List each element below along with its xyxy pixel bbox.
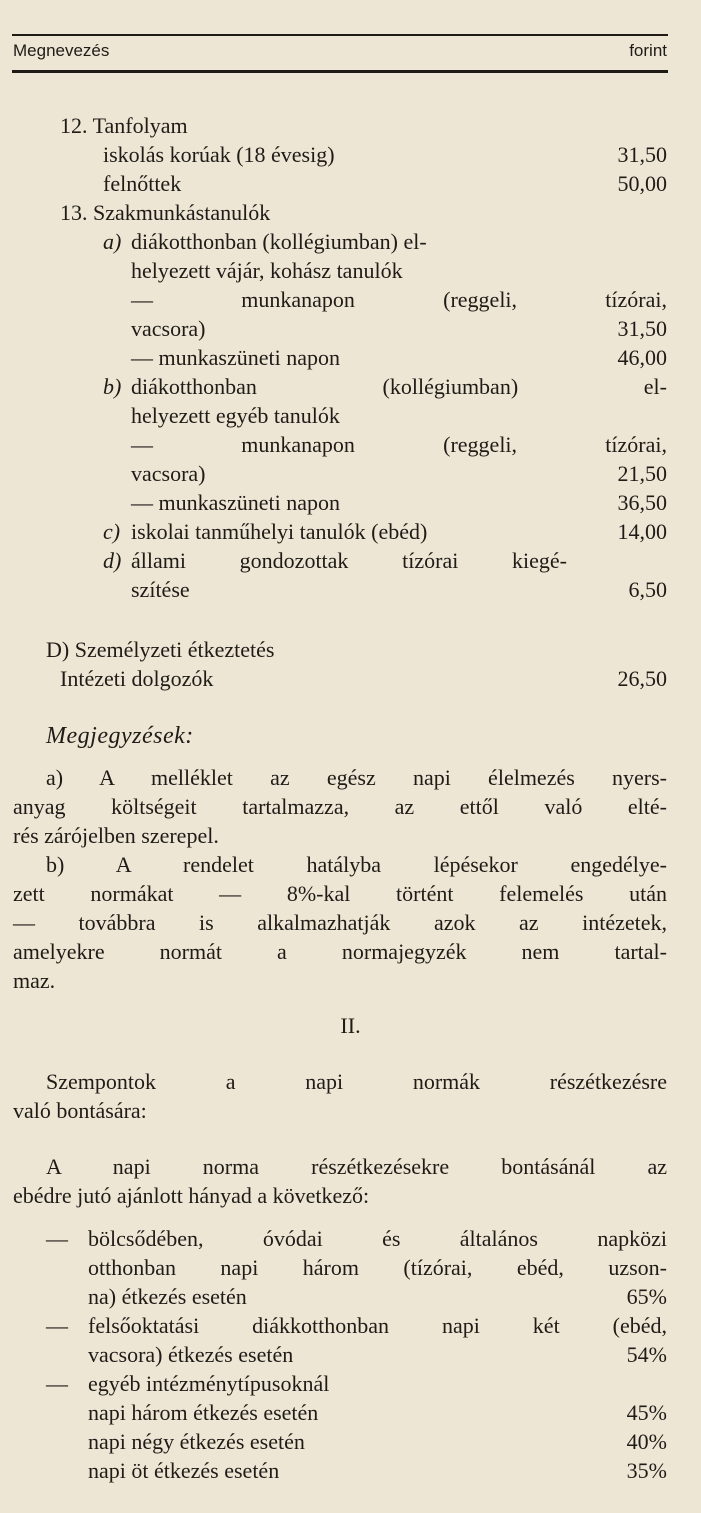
item-13b-marker: b): [103, 374, 122, 399]
bullet-2-line: felsőoktatási diákkotthonban napi két (ebéd,: [88, 1313, 667, 1338]
item-13d-value: 6,50: [628, 577, 667, 602]
item-13a-row2-label: — munkaszüneti napon: [131, 345, 340, 370]
note-b-line: b) A rendelet hatályba lépésekor engedélye-: [46, 852, 667, 877]
bullet-2-line: vacsora) étkezés esetén: [88, 1342, 294, 1367]
bullet-3-row-value: 35%: [626, 1458, 667, 1483]
item-13a-row1-label-cont: vacsora): [131, 316, 206, 341]
item-13-title: 13. Szakmunkástanulók: [60, 200, 271, 225]
bullet-1-line: otthonban napi három (tízórai, ebéd, uzson-: [88, 1255, 667, 1280]
bullet-1-line: bölcsődében, óvódai és általános napközi: [88, 1226, 667, 1251]
item-13b-row1-value: 21,50: [617, 461, 667, 486]
item-13b-line: diákotthonban (kollégiumban) el-: [131, 374, 667, 399]
bullet-3-dash: —: [46, 1371, 68, 1396]
item-12-row-value: 31,50: [617, 142, 667, 167]
item-13b-line: helyezett egyéb tanulók: [131, 403, 340, 428]
bullet-2-value: 54%: [626, 1342, 667, 1367]
notes-heading: Megjegyzések:: [46, 723, 194, 749]
item-13b-row2-label: — munkaszüneti napon: [131, 490, 340, 515]
item-12-row-label: iskolás korúak (18 évesig): [103, 142, 335, 167]
item-13a-row1-value: 31,50: [617, 316, 667, 341]
item-13c-marker: c): [103, 519, 121, 544]
section-2-intro-line: ebédre jutó ajánlott hányad a következő:: [13, 1183, 370, 1208]
note-b-line: maz.: [13, 968, 56, 993]
bullet-3-row-value: 40%: [626, 1429, 667, 1454]
column-header-name: Megnevezés: [13, 41, 110, 60]
item-12-row-value: 50,00: [617, 171, 667, 196]
note-a-line: anyag költségeit tartalmazza, az ettől való elté-: [13, 794, 667, 819]
bullet-3-row-label: napi négy étkezés esetén: [88, 1429, 305, 1454]
section-2-roman: II.: [340, 1013, 361, 1038]
section-2-title-line: való bontására:: [13, 1098, 147, 1123]
note-a-line: a) A melléklet az egész napi élelmezés nyers-: [46, 765, 667, 790]
item-12-title: 12. Tanfolyam: [60, 113, 188, 138]
note-b-line: — továbbra is alkalmazhatják azok az intézetek,: [13, 910, 667, 935]
item-13b-row1-label-cont: vacsora): [131, 461, 206, 486]
note-b-line: amelyekre normát a normajegyzék nem tartal-: [13, 939, 667, 964]
item-13d-marker: d): [103, 548, 122, 573]
note-a-line: rés zárójelben szerepel.: [13, 823, 219, 848]
bullet-3-row-value: 45%: [626, 1400, 667, 1425]
bullet-1-value: 65%: [626, 1284, 667, 1309]
item-13a-line-text: diákotthonban (kollégiumban) el-: [131, 229, 427, 254]
item-13a-row1-label: — munkanapon (reggeli, tízórai,: [131, 287, 667, 312]
section-2-title-line: Szempontok a napi normák részétkezésre: [46, 1069, 667, 1094]
bullet-1-dash: —: [46, 1226, 68, 1251]
item-13d-line: szítése: [131, 577, 190, 602]
section-d-row-label: Intézeti dolgozók: [60, 666, 214, 691]
bullet-3-row-label: napi öt étkezés esetén: [88, 1458, 280, 1483]
bullet-3-row-label: napi három étkezés esetén: [88, 1400, 319, 1425]
note-b-line: zett normákat — 8%-kal történt felemelés után: [13, 881, 667, 906]
item-13b-row1-label: — munkanapon (reggeli, tízórai,: [131, 432, 667, 457]
item-13a-marker: a): [103, 229, 122, 254]
bullet-3-line: egyéb intézménytípusoknál: [88, 1371, 330, 1396]
item-13b-row2-value: 36,50: [617, 490, 667, 515]
item-13a-line: helyezett vájár, kohász tanulók: [131, 258, 403, 283]
column-header-forint: forint: [629, 41, 667, 60]
item-13d-line: állami gondozottak tízórai kiegé-: [131, 548, 567, 573]
item-13a-row2-value: 46,00: [617, 345, 667, 370]
section-d-row-value: 26,50: [617, 666, 667, 691]
bullet-2-dash: —: [46, 1313, 68, 1338]
header-top-rule: [12, 34, 668, 36]
section-2-intro-line: A napi norma részétkezésekre bontásánál az: [46, 1154, 667, 1179]
item-12-row-label: felnőttek: [103, 171, 182, 196]
bullet-1-line: na) étkezés esetén: [88, 1284, 247, 1309]
item-13a-line: [131, 228, 667, 256]
header-bottom-rule: [12, 70, 668, 73]
section-d-title: D) Személyzeti étkeztetés: [46, 637, 275, 662]
item-13c-label: iskolai tanműhelyi tanulók (ebéd): [131, 519, 428, 544]
item-13c-value: 14,00: [617, 519, 667, 544]
